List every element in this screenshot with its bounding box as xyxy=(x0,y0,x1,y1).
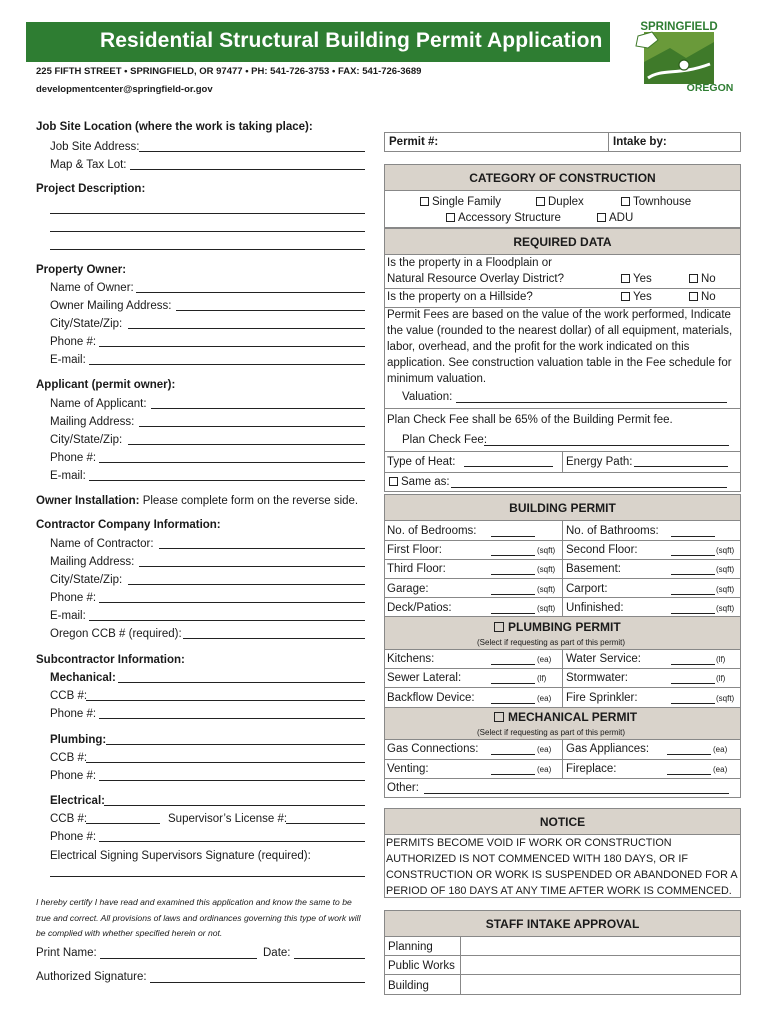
stormwater-field[interactable] xyxy=(671,683,715,684)
owner-email-label: E-mail: xyxy=(50,354,86,366)
townhouse-label: Townhouse xyxy=(633,196,692,208)
mechanical-permit-title-text: MECHANICAL PERMIT xyxy=(508,710,638,724)
adu-checkbox[interactable] xyxy=(597,213,606,222)
applicant-city-field[interactable] xyxy=(128,444,365,445)
valuation-label: Valuation: xyxy=(402,391,453,403)
plumbing-permit-checkbox[interactable] xyxy=(494,622,504,632)
staff-row-public-works xyxy=(384,955,461,975)
permit-number-cell[interactable] xyxy=(384,132,609,152)
third-floor-field[interactable] xyxy=(491,574,535,575)
first-floor-unit: (sqft) xyxy=(537,546,556,555)
notice-text: PERMITS BECOME VOID IF WORK OR CONSTRUCTION AUTHORIZED IS NOT COMMENCED WITH 180 DAYS, OR IF CONSTRUCTION OR WORK IS SUSPENDED OR ABANDONED FOR A PERIOD OF 180 DAYS AT ANY TIME AFTER WORK IS COMMENCED. xyxy=(386,837,737,897)
accessory-structure-checkbox[interactable] xyxy=(446,213,455,222)
contractor-name-label: Name of Contractor: xyxy=(50,538,154,550)
floodplain-no-checkbox[interactable] xyxy=(689,274,698,283)
gas-connections-label: Gas Connections: xyxy=(387,743,479,755)
divider xyxy=(384,687,741,688)
energy-path-field[interactable] xyxy=(634,466,728,467)
applicant-name-label: Name of Applicant: xyxy=(50,398,147,410)
hillside-no-checkbox[interactable] xyxy=(689,292,698,301)
supervisor-license-field[interactable] xyxy=(286,823,365,824)
same-as-label: Same as: xyxy=(401,476,450,488)
basement-field[interactable] xyxy=(671,574,715,575)
signing-supervisor-label: Electrical Signing Supervisors Signature (required): xyxy=(50,850,311,862)
gas-appliances-label: Gas Appliances: xyxy=(566,743,650,755)
plumbing-permit-subtitle: (Select if requesting as part of this permit) xyxy=(477,638,626,647)
owner-city-field[interactable] xyxy=(128,328,365,329)
divider xyxy=(384,540,741,541)
category-header: CATEGORY OF CONSTRUCTION xyxy=(384,164,741,191)
basement-label: Basement: xyxy=(566,563,621,575)
contractor-name-field[interactable] xyxy=(159,548,365,549)
required-data-header: REQUIRED DATA xyxy=(384,228,741,255)
hillside-no[interactable] xyxy=(689,290,716,304)
single-family-label: Single Family xyxy=(432,196,502,208)
plumbing-sub-field[interactable] xyxy=(106,744,365,745)
mechanical-sub-label: Mechanical: xyxy=(50,672,116,684)
certification-text: I hereby certify I have read and examined this application and know the same to be true and correct. All provisions of laws and ordinances governing this type of work will be complied with whether specified herein or not. xyxy=(36,897,361,938)
venting-label: Venting: xyxy=(387,763,429,775)
plan-check-label: Plan Check Fee: xyxy=(402,434,488,446)
fire-sprinkler-unit: (sqft) xyxy=(716,694,735,703)
adu-label: ADU xyxy=(609,212,634,224)
gas-connections-field[interactable] xyxy=(491,754,535,755)
hillside-question: Is the property on a Hillside? xyxy=(387,291,533,303)
divider xyxy=(384,408,741,409)
contractor-ccb-label: Oregon CCB # (required): xyxy=(50,628,182,640)
garage-field[interactable] xyxy=(491,594,535,595)
water-service-unit: (lf) xyxy=(716,655,726,664)
owner-mailing-field[interactable] xyxy=(176,310,365,311)
staff-intake-header: STAFF INTAKE APPROVAL xyxy=(384,910,741,937)
backflow-label: Backflow Device: xyxy=(387,692,475,704)
fireplace-unit: (ea) xyxy=(713,765,728,774)
owner-city-label: City/State/Zip: xyxy=(50,318,123,330)
divider xyxy=(384,668,741,669)
type-of-heat-field[interactable] xyxy=(464,466,553,467)
authorized-signature-field[interactable] xyxy=(150,982,365,983)
title-banner xyxy=(26,22,610,62)
signing-supervisor-field[interactable] xyxy=(50,876,365,877)
floodplain-no-label: No xyxy=(701,273,716,285)
applicant-name-field[interactable] xyxy=(151,408,365,409)
hillside-no-label: No xyxy=(701,291,716,303)
gas-appliances-unit: (ea) xyxy=(713,745,728,754)
mechanical-phone-label: Phone #: xyxy=(50,708,97,720)
page-title: Residential Structural Building Permit Application xyxy=(100,29,603,52)
mechanical-permit-subtitle: (Select if requesting as part of this permit) xyxy=(477,728,626,737)
intake-by-cell[interactable] xyxy=(608,132,741,152)
third-floor-unit: (sqft) xyxy=(537,565,556,574)
owner-name-field[interactable] xyxy=(136,292,365,293)
divider xyxy=(384,759,741,760)
contact-email: developmentcenter@springfield-or.gov xyxy=(36,84,213,95)
sewer-lateral-label: Sewer Lateral: xyxy=(387,672,462,684)
other-label: Other: xyxy=(387,782,419,794)
staff-planning-label: Planning xyxy=(388,941,433,953)
first-floor-label: First Floor: xyxy=(387,544,442,556)
contractor-city-label: City/State/Zip: xyxy=(50,574,123,586)
staff-row-building xyxy=(384,974,461,995)
plumbing-ccb-label: CCB #: xyxy=(50,752,88,764)
floodplain-yes-checkbox[interactable] xyxy=(621,274,630,283)
permit-number-label: Permit #: xyxy=(389,136,439,148)
carport-unit: (sqft) xyxy=(716,585,735,594)
owner-installation-text: Please complete form on the reverse side. xyxy=(139,495,359,507)
hillside-yes-checkbox[interactable] xyxy=(621,292,630,301)
divider xyxy=(562,649,563,708)
floodplain-yes[interactable] xyxy=(621,272,652,286)
plan-check-field[interactable] xyxy=(484,445,729,446)
gas-appliances-field[interactable] xyxy=(667,754,711,755)
divider xyxy=(384,597,741,598)
authorized-signature-label: Authorized Signature: xyxy=(36,971,147,983)
stormwater-unit: (lf) xyxy=(716,674,726,683)
plan-check-note: Plan Check Fee shall be 65% of the Building Permit fee. xyxy=(387,414,673,426)
owner-email-field[interactable] xyxy=(89,364,365,365)
contractor-mailing-label: Mailing Address: xyxy=(50,556,135,568)
electrical-phone-label: Phone #: xyxy=(50,831,97,843)
mechanical-phone-field[interactable] xyxy=(99,718,365,719)
divider xyxy=(384,578,741,579)
valuation-field[interactable] xyxy=(456,402,727,403)
applicant-phone-label: Phone #: xyxy=(50,452,97,464)
permit-fees-text: Permit Fees are based on the value of the work performed, Indicate the value (rounded to the nearest dollar) of all equipment, materials, labor, overhead, and the profit for the work indicated on this application. See construction valuation table in the Fee schedule for minimum valuation. xyxy=(387,309,733,385)
plumbing-sub-label: Plumbing: xyxy=(50,734,107,746)
owner-installation-note xyxy=(36,494,358,508)
applicant-city-label: City/State/Zip: xyxy=(50,434,123,446)
electrical-phone-field[interactable] xyxy=(99,841,365,842)
fireplace-field[interactable] xyxy=(667,774,711,775)
project-description-line-1[interactable] xyxy=(50,213,365,214)
electrical-sub-label: Electrical: xyxy=(50,795,105,807)
duplex-checkbox[interactable] xyxy=(536,197,545,206)
deck-field[interactable] xyxy=(491,613,535,614)
plumbing-permit-title[interactable] xyxy=(494,620,621,634)
unfinished-unit: (sqft) xyxy=(716,604,735,613)
other-field[interactable] xyxy=(424,793,729,794)
kitchens-field[interactable] xyxy=(491,664,535,665)
contractor-email-field[interactable] xyxy=(89,620,365,621)
contractor-ccb-field[interactable] xyxy=(183,638,365,639)
supervisor-license-label: Supervisor’s License #: xyxy=(168,813,288,825)
plumbing-permit-title-text: PLUMBING PERMIT xyxy=(508,620,621,634)
backflow-unit: (ea) xyxy=(537,694,552,703)
job-site-address-label: Job Site Address: xyxy=(50,141,140,153)
divider xyxy=(562,520,563,617)
springfield-logo xyxy=(618,18,740,94)
second-floor-label: Second Floor: xyxy=(566,544,638,556)
applicant-phone-field[interactable] xyxy=(99,462,365,463)
plumbing-phone-label: Phone #: xyxy=(50,770,97,782)
logo-bottom-text: OREGON xyxy=(686,82,734,94)
mechanical-ccb-label: CCB #: xyxy=(50,690,88,702)
third-floor-label: Third Floor: xyxy=(387,563,446,575)
subcontractor-heading: Subcontractor Information: xyxy=(36,654,185,666)
mechanical-ccb-field[interactable] xyxy=(86,700,365,701)
sewer-lateral-field[interactable] xyxy=(491,683,535,684)
carport-label: Carport: xyxy=(566,583,608,595)
map-tax-lot-field[interactable] xyxy=(130,169,365,170)
contractor-city-field[interactable] xyxy=(128,584,365,585)
fire-sprinkler-label: Fire Sprinkler: xyxy=(566,692,638,704)
deck-unit: (sqft) xyxy=(537,604,556,613)
bathrooms-label: No. of Bathrooms: xyxy=(566,525,659,537)
option-accessory-structure[interactable] xyxy=(446,211,561,225)
date-field[interactable] xyxy=(294,958,365,959)
floodplain-question-2: Natural Resource Overlay District? xyxy=(387,273,565,285)
job-site-address-field[interactable] xyxy=(139,151,365,152)
owner-phone-field[interactable] xyxy=(99,346,365,347)
hillside-yes-label: Yes xyxy=(633,291,652,303)
contractor-heading: Contractor Company Information: xyxy=(36,519,221,531)
option-townhouse[interactable] xyxy=(621,195,691,209)
garage-label: Garage: xyxy=(387,583,429,595)
floodplain-yes-label: Yes xyxy=(633,273,652,285)
accessory-structure-label: Accessory Structure xyxy=(458,212,561,224)
water-service-label: Water Service: xyxy=(566,653,641,665)
bedrooms-field[interactable] xyxy=(491,536,535,537)
water-service-field[interactable] xyxy=(671,664,715,665)
stormwater-label: Stormwater: xyxy=(566,672,628,684)
floodplain-no[interactable] xyxy=(689,272,716,286)
mechanical-sub-field[interactable] xyxy=(118,682,365,683)
applicant-mailing-field[interactable] xyxy=(139,426,365,427)
option-adu[interactable] xyxy=(597,211,633,225)
property-owner-heading: Property Owner: xyxy=(36,264,127,276)
fireplace-label: Fireplace: xyxy=(566,763,617,775)
hillside-yes[interactable] xyxy=(621,290,652,304)
project-description-line-2[interactable] xyxy=(50,231,365,232)
building-permit-header: BUILDING PERMIT xyxy=(384,494,741,521)
date-label: Date: xyxy=(263,947,291,959)
owner-installation-label: Owner Installation: xyxy=(36,495,140,507)
electrical-ccb-label: CCB #: xyxy=(50,813,88,825)
second-floor-field[interactable] xyxy=(671,555,715,556)
staff-row-planning xyxy=(384,936,461,956)
unfinished-field[interactable] xyxy=(671,613,715,614)
fire-sprinkler-field[interactable] xyxy=(671,703,715,704)
job-site-heading: Job Site Location (where the work is taking place): xyxy=(36,121,313,133)
owner-name-label: Name of Owner: xyxy=(50,282,134,294)
electrical-ccb-field[interactable] xyxy=(86,823,160,824)
staff-building-field[interactable] xyxy=(460,974,741,995)
kitchens-unit: (ea) xyxy=(537,655,552,664)
contractor-phone-label: Phone #: xyxy=(50,592,97,604)
applicant-mailing-label: Mailing Address: xyxy=(50,416,135,428)
bathrooms-field[interactable] xyxy=(671,536,715,537)
same-as-field[interactable] xyxy=(451,487,727,488)
type-of-heat-label: Type of Heat: xyxy=(387,456,456,468)
kitchens-label: Kitchens: xyxy=(387,653,435,665)
staff-public-works-field[interactable] xyxy=(460,955,741,975)
contractor-email-label: E-mail: xyxy=(50,610,86,622)
intake-by-label: Intake by: xyxy=(613,136,667,148)
sewer-lateral-unit: (lf) xyxy=(537,674,547,683)
project-description-line-3[interactable] xyxy=(50,249,365,250)
notice-header: NOTICE xyxy=(384,808,741,835)
floodplain-question-1: Is the property in a Floodplain or xyxy=(387,257,552,269)
garage-unit: (sqft) xyxy=(537,585,556,594)
basement-unit: (sqft) xyxy=(716,565,735,574)
venting-field[interactable] xyxy=(491,774,535,775)
backflow-field[interactable] xyxy=(491,703,535,704)
duplex-label: Duplex xyxy=(548,196,584,208)
staff-public-works-label: Public Works xyxy=(388,960,455,972)
energy-path-label: Energy Path: xyxy=(566,456,633,468)
gas-connections-unit: (ea) xyxy=(537,745,552,754)
option-single-family[interactable] xyxy=(420,195,501,209)
owner-mailing-label: Owner Mailing Address: xyxy=(50,300,172,312)
applicant-email-field[interactable] xyxy=(89,480,365,481)
plumbing-ccb-field[interactable] xyxy=(86,762,365,763)
contractor-phone-field[interactable] xyxy=(99,602,365,603)
logo-top-text: SPRINGFIELD xyxy=(640,21,718,33)
map-tax-lot-label: Map & Tax Lot: xyxy=(50,159,127,171)
contractor-mailing-field[interactable] xyxy=(139,566,365,567)
townhouse-checkbox[interactable] xyxy=(621,197,630,206)
mechanical-permit-checkbox[interactable] xyxy=(494,712,504,722)
staff-planning-field[interactable] xyxy=(460,936,741,956)
venting-unit: (ea) xyxy=(537,765,552,774)
option-duplex[interactable] xyxy=(536,195,584,209)
electrical-sub-field[interactable] xyxy=(104,805,365,806)
same-as[interactable] xyxy=(389,475,450,489)
deck-label: Deck/Patios: xyxy=(387,602,452,614)
print-name-label: Print Name: xyxy=(36,947,97,959)
plumbing-phone-field[interactable] xyxy=(99,780,365,781)
applicant-heading: Applicant (permit owner): xyxy=(36,379,176,391)
contact-address: 225 FIFTH STREET • SPRINGFIELD, OR 97477 • PH: 541-726-3753 • FAX: 541-726-3689 xyxy=(36,66,422,77)
applicant-email-label: E-mail: xyxy=(50,470,86,482)
first-floor-field[interactable] xyxy=(491,555,535,556)
staff-building-label: Building xyxy=(388,980,429,992)
divider xyxy=(384,559,741,560)
divider xyxy=(384,778,741,779)
second-floor-unit: (sqft) xyxy=(716,546,735,555)
unfinished-label: Unfinished: xyxy=(566,602,624,614)
divider xyxy=(384,288,741,289)
carport-field[interactable] xyxy=(671,594,715,595)
owner-phone-label: Phone #: xyxy=(50,336,97,348)
same-as-checkbox[interactable] xyxy=(389,477,398,486)
mechanical-permit-title[interactable] xyxy=(494,710,637,724)
print-name-field[interactable] xyxy=(100,958,257,959)
bedrooms-label: No. of Bedrooms: xyxy=(387,525,477,537)
single-family-checkbox[interactable] xyxy=(420,197,429,206)
project-description-heading: Project Description: xyxy=(36,183,146,195)
